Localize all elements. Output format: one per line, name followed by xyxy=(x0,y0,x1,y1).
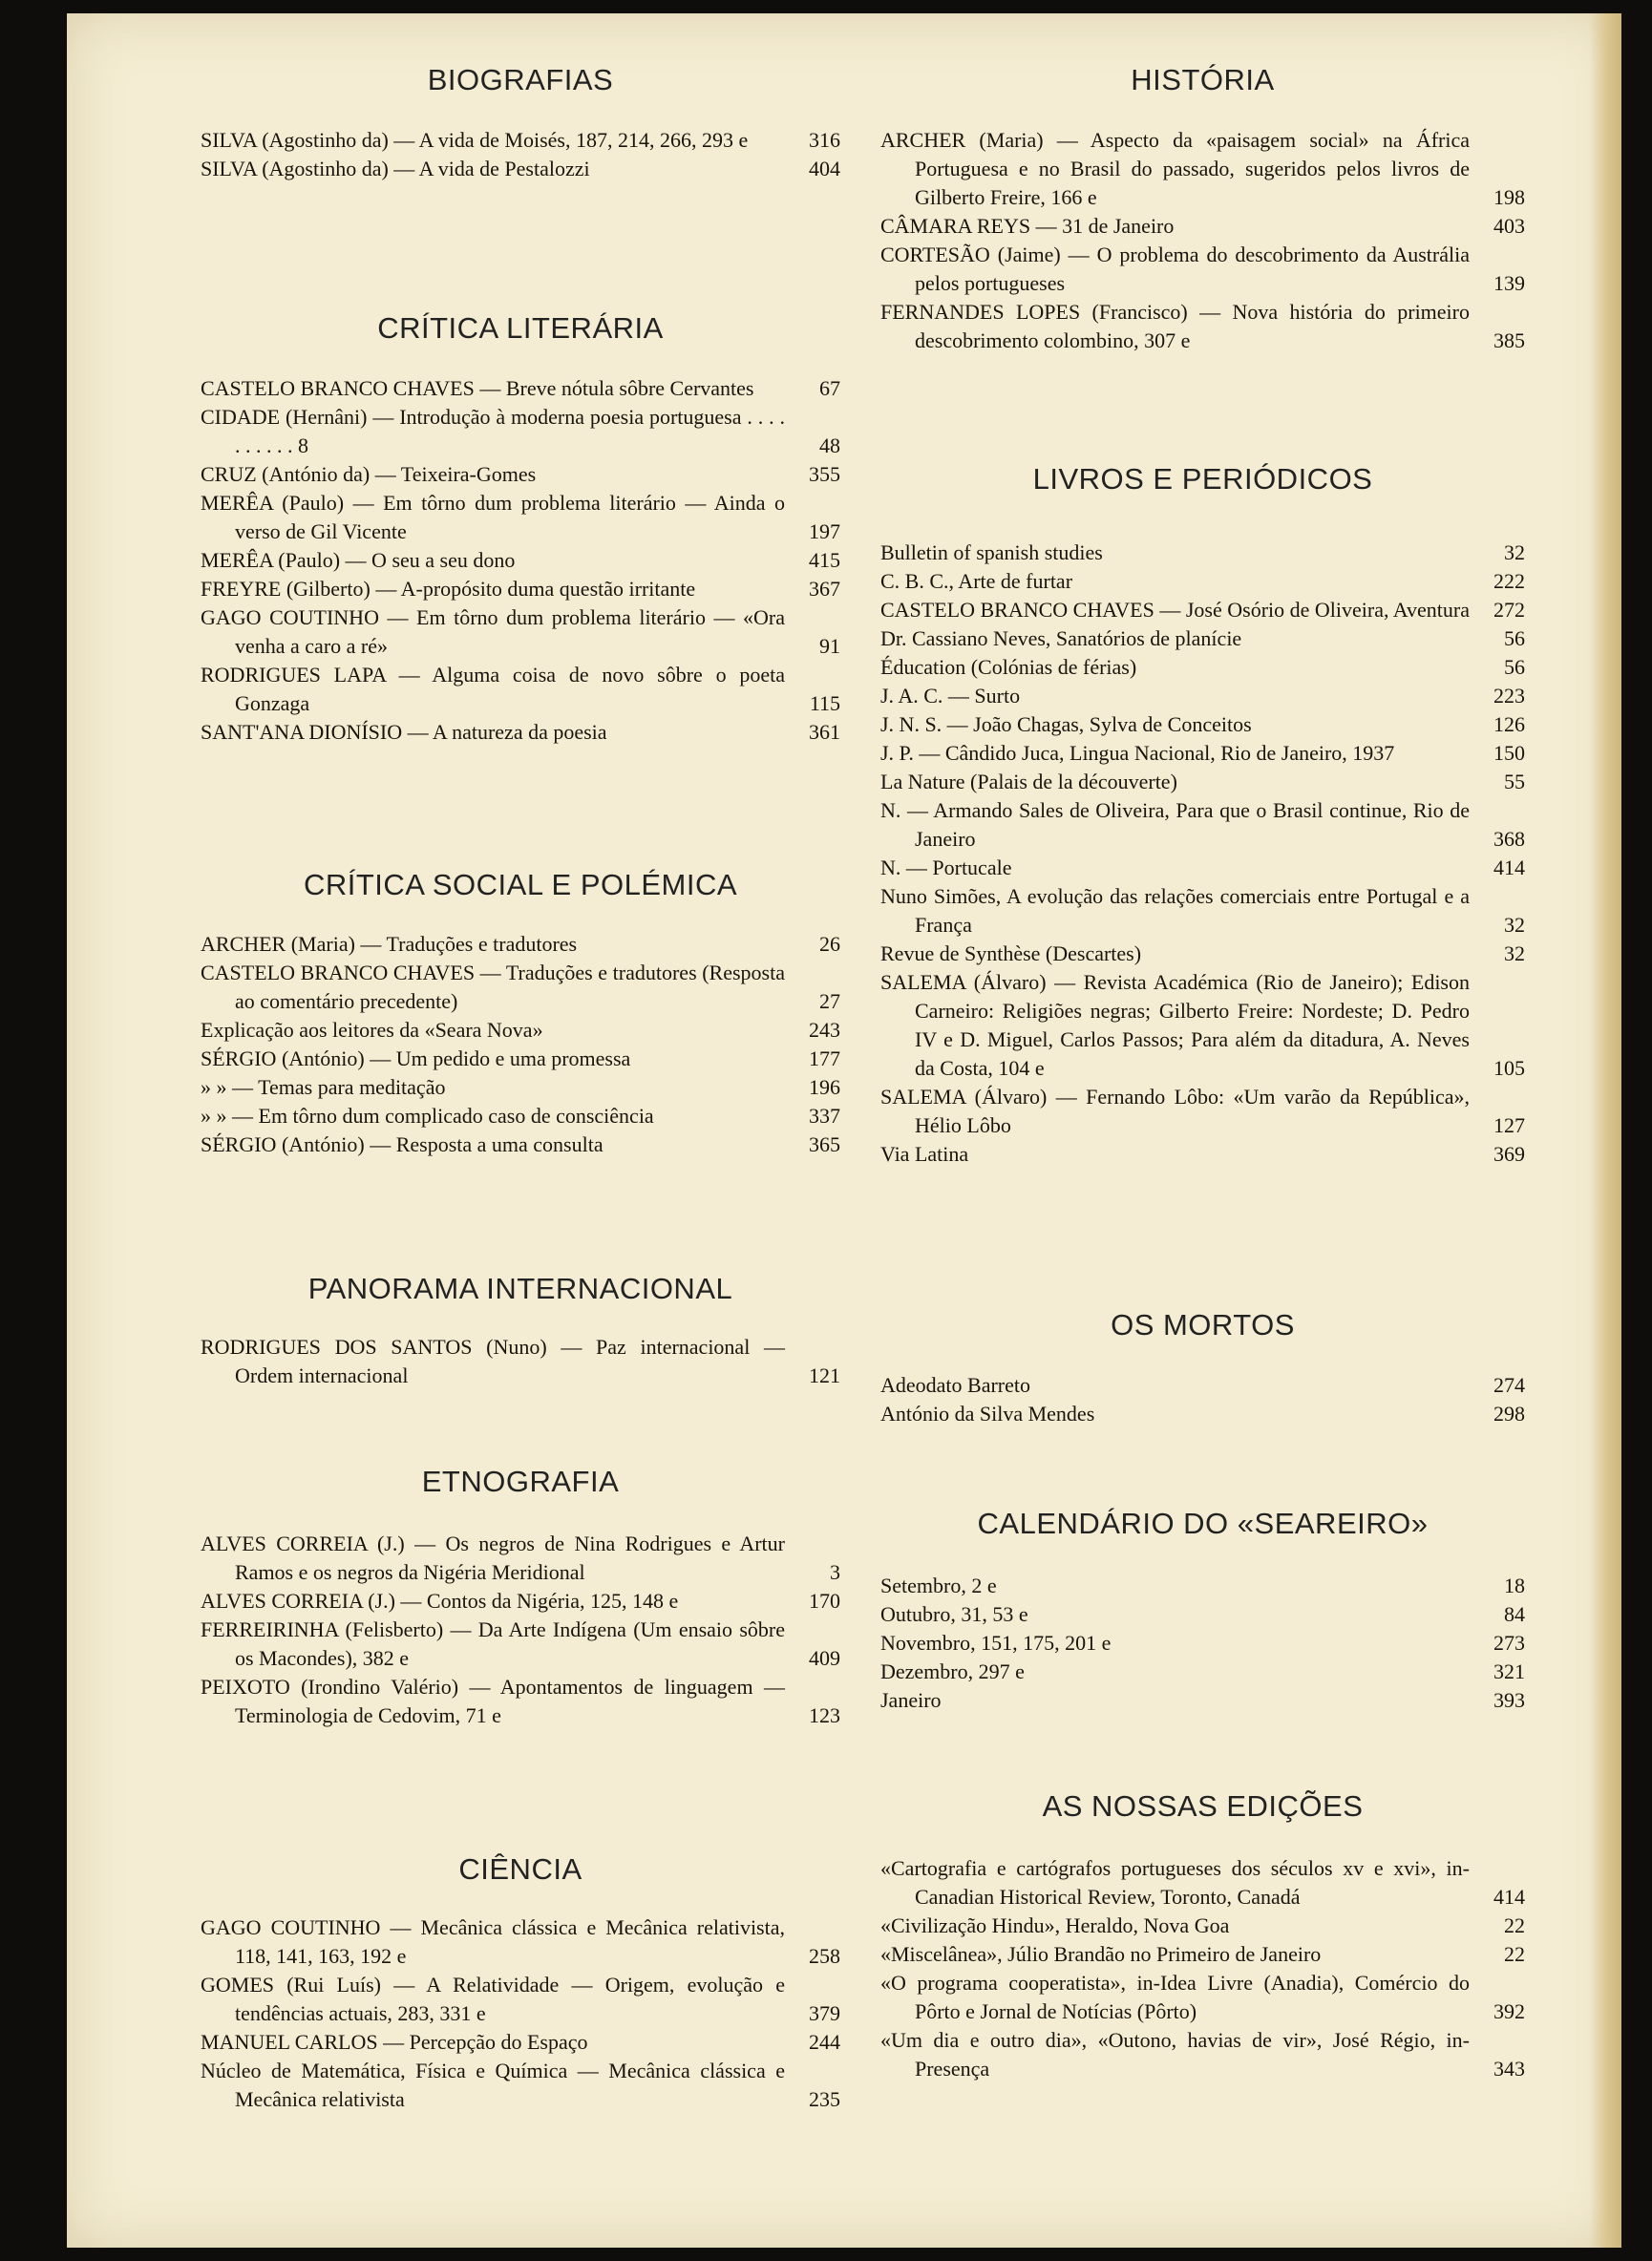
index-entry xyxy=(201,1045,840,1073)
index-entry xyxy=(201,2057,840,2114)
entry-text: FERREIRINHA (Felisberto) — Da Arte Indígena (Um ensaio sôbre os Macondes), 382 e xyxy=(201,1617,785,1670)
index-entry xyxy=(201,603,840,661)
entry-text: C. B. C., Arte de furtar xyxy=(880,569,1073,593)
entry-text: Via Latina xyxy=(880,1142,969,1166)
section-entries xyxy=(201,930,840,1159)
index-entry xyxy=(201,1530,840,1587)
section-title: AS NOSSAS EDIÇÕES xyxy=(1042,1789,1364,1823)
entry-page-number: 298 xyxy=(1493,1402,1525,1426)
entry-text: António da Silva Mendes xyxy=(880,1402,1095,1426)
entry-text: RODRIGUES DOS SANTOS (Nuno) — Paz internacional — Ordem internacional xyxy=(201,1335,785,1387)
entry-text: J. A. C. — Surto xyxy=(880,684,1021,708)
entry-text: Adeodato Barreto xyxy=(880,1373,1030,1397)
section-entries xyxy=(201,1530,840,1730)
entry-text: » » — Em tôrno dum complicado caso de consciência xyxy=(201,1104,654,1128)
index-entry xyxy=(880,1371,1525,1400)
entry-page-number: 22 xyxy=(1504,1942,1525,1966)
entry-page-number: 84 xyxy=(1504,1602,1525,1626)
section-entries xyxy=(880,539,1525,1169)
entry-page-number: 139 xyxy=(1493,271,1525,295)
entry-text: ARCHER (Maria) — Traduções e tradutores xyxy=(201,932,578,956)
entry-page-number: 368 xyxy=(1493,827,1525,851)
entry-page-number: 27 xyxy=(819,989,840,1013)
entry-page-number: 18 xyxy=(1504,1574,1525,1597)
entry-text: Éducation (Colónias de férias) xyxy=(880,655,1137,679)
entry-page-number: 121 xyxy=(809,1363,840,1387)
entry-page-number: 55 xyxy=(1504,770,1525,793)
entry-page-number: 273 xyxy=(1493,1631,1525,1655)
index-entry xyxy=(201,460,840,489)
section-entries xyxy=(880,1371,1525,1428)
index-entry xyxy=(880,796,1525,854)
entry-text: MERÊA (Paulo) — Em tôrno dum problema literário — Ainda o verso de Gil Vicente xyxy=(201,491,785,543)
section-title: OS MORTOS xyxy=(1111,1308,1295,1342)
entry-text: «Um dia e outro dia», «Outono, havias de vir», José Régio, in-Presença xyxy=(880,2028,1470,2081)
index-entry xyxy=(201,1333,840,1390)
index-entry xyxy=(880,1629,1525,1658)
entry-text: MANUEL CARLOS — Percepção do Espaço xyxy=(201,2030,588,2054)
index-entry xyxy=(201,930,840,959)
entry-page-number: 365 xyxy=(809,1132,840,1156)
entry-text: CORTESÃO (Jaime) — O problema do descobrimento da Austrália pelos portugueses xyxy=(880,243,1470,295)
entry-page-number: 343 xyxy=(1493,2057,1525,2081)
entry-page-number: 316 xyxy=(809,128,840,152)
entry-text: «Cartografia e cartógrafos portugueses dos séculos xv e xvi», in-Canadian Historical Review, Toronto, Canadá xyxy=(880,1856,1470,1909)
entry-text: Explicação aos leitores da «Seara Nova» xyxy=(201,1018,543,1042)
index-entry xyxy=(201,403,840,460)
entry-page-number: 32 xyxy=(1504,913,1525,937)
index-entry xyxy=(880,1969,1525,2026)
entry-page-number: 392 xyxy=(1493,1999,1525,2023)
index-entry xyxy=(201,575,840,603)
index-entry xyxy=(880,1686,1525,1715)
entry-text: Bulletin of spanish studies xyxy=(880,540,1103,564)
page-edge xyxy=(1589,13,1621,2248)
entry-text: GOMES (Rui Luís) — A Relatividade — Origem, evolução e tendências actuais, 283, 331 e xyxy=(201,1973,785,2025)
entry-text: ALVES CORREIA (J.) — Contos da Nigéria, 125, 148 e xyxy=(201,1589,679,1613)
section-entries xyxy=(880,1572,1525,1715)
index-entry xyxy=(880,882,1525,940)
index-entry xyxy=(201,374,840,403)
entry-text: Dr. Cassiano Neves, Sanatórios de planície xyxy=(880,626,1242,650)
index-entry xyxy=(201,1971,840,2028)
index-entry xyxy=(880,567,1525,596)
entry-text: Dezembro, 297 e xyxy=(880,1659,1025,1683)
entry-text: FREYRE (Gilberto) — A-propósito duma questão irritante xyxy=(201,577,696,601)
entry-text: SÉRGIO (António) — Resposta a uma consulta xyxy=(201,1132,604,1156)
entry-page-number: 379 xyxy=(809,2001,840,2025)
section-title: CRÍTICA SOCIAL E POLÉMICA xyxy=(303,868,738,901)
index-entry xyxy=(201,1616,840,1673)
entry-page-number: 258 xyxy=(809,1944,840,1968)
entry-page-number: 272 xyxy=(1493,598,1525,622)
entry-text: SÉRGIO (António) — Um pedido e uma promessa xyxy=(201,1046,631,1070)
index-entry xyxy=(880,1940,1525,1969)
index-entry xyxy=(201,1673,840,1730)
index-entry xyxy=(201,1016,840,1045)
entry-page-number: 48 xyxy=(819,433,840,457)
index-entry xyxy=(880,2026,1525,2083)
entry-page-number: 223 xyxy=(1493,684,1525,708)
entry-text: N. — Armando Sales de Oliveira, Para que o Brasil continue, Rio de Janeiro xyxy=(880,798,1470,851)
entry-page-number: 244 xyxy=(809,2030,840,2054)
section-title: CALENDÁRIO DO «SEAREIRO» xyxy=(977,1507,1429,1540)
entry-page-number: 337 xyxy=(809,1104,840,1128)
entry-text: CRUZ (António da) — Teixeira-Gomes xyxy=(201,462,537,486)
index-entry xyxy=(201,1587,840,1616)
index-entry xyxy=(201,718,840,747)
index-entry xyxy=(201,959,840,1016)
entry-page-number: 385 xyxy=(1493,328,1525,352)
entry-text: Núcleo de Matemática, Física e Química — Mecânica clássica e Mecânica relativista xyxy=(201,2059,785,2111)
section-title: PANORAMA INTERNACIONAL xyxy=(307,1272,733,1305)
index-entry xyxy=(880,241,1525,298)
entry-text: SILVA (Agostinho da) — A vida de Moisés, 187, 214, 266, 293 e xyxy=(201,128,749,152)
entry-page-number: 198 xyxy=(1493,185,1525,209)
section-title: HISTÓRIA xyxy=(1131,63,1275,96)
entry-page-number: 127 xyxy=(1493,1113,1525,1137)
entry-text: ALVES CORREIA (J.) — Os negros de Nina Rodrigues e Artur Ramos e os negros da Nigéria Meridional xyxy=(201,1532,785,1584)
entry-page-number: 414 xyxy=(1493,1885,1525,1909)
index-entry xyxy=(880,126,1525,212)
entry-text: J. P. — Cândido Juca, Lingua Nacional, Rio de Janeiro, 1937 xyxy=(880,741,1395,765)
entry-text: Outubro, 31, 53 e xyxy=(880,1602,1028,1626)
index-entry xyxy=(201,155,840,183)
entry-text: SALEMA (Álvaro) — Fernando Lôbo: «Um varão da República», Hélio Lôbo xyxy=(880,1085,1470,1137)
entry-page-number: 177 xyxy=(809,1046,840,1070)
index-entry xyxy=(880,710,1525,739)
entry-page-number: 56 xyxy=(1504,655,1525,679)
entry-text: ARCHER (Maria) — Aspecto da «paisagem social» na África Portuguesa e no Brasil do passado, sugeridos pelos livros de Gilberto Freire, 166 e xyxy=(880,128,1470,209)
entry-page-number: 367 xyxy=(809,577,840,601)
entry-text: CASTELO BRANCO CHAVES — Traduções e tradutores (Resposta ao comentário precedente) xyxy=(201,961,785,1013)
section-entries xyxy=(201,1913,840,2114)
section-title: BIOGRAFIAS xyxy=(427,63,614,96)
entry-text: » » — Temas para meditação xyxy=(201,1075,446,1099)
entry-text: SILVA (Agostinho da) — A vida de Pestalozzi xyxy=(201,157,590,180)
entry-text: J. N. S. — João Chagas, Sylva de Conceitos xyxy=(880,712,1252,736)
entry-text: «Civilização Hindu», Heraldo, Nova Goa xyxy=(880,1913,1230,1937)
index-entry xyxy=(201,1130,840,1159)
index-entry xyxy=(880,1140,1525,1169)
index-entry xyxy=(880,1572,1525,1600)
index-entry xyxy=(201,546,840,575)
entry-page-number: 105 xyxy=(1493,1056,1525,1080)
index-entry xyxy=(880,682,1525,710)
index-entry xyxy=(880,1400,1525,1428)
entry-page-number: 321 xyxy=(1493,1659,1525,1683)
entry-text: Nuno Simões, A evolução das relações comerciais entre Portugal e a França xyxy=(880,884,1470,937)
entry-page-number: 409 xyxy=(809,1646,840,1670)
index-entry xyxy=(880,298,1525,355)
index-entry xyxy=(880,739,1525,768)
index-entry xyxy=(880,1658,1525,1686)
entry-text: Novembro, 151, 175, 201 e xyxy=(880,1631,1112,1655)
index-entry xyxy=(201,1073,840,1102)
entry-text: MERÊA (Paulo) — O seu a seu dono xyxy=(201,548,516,572)
entry-text: SALEMA (Álvaro) — Revista Académica (Rio de Janeiro); Edison Carneiro: Religiões negras; Gilberto Freire: Nordeste; D. Pedro IV e D. Miguel, Carlos Passos; Para além da ditadura, A. Neves da Costa, 104 e xyxy=(880,970,1470,1080)
index-entry xyxy=(201,489,840,546)
index-entry xyxy=(201,2028,840,2057)
index-entry xyxy=(880,539,1525,567)
index-entry xyxy=(880,653,1525,682)
entry-text: CASTELO BRANCO CHAVES — José Osório de Oliveira, Aventura xyxy=(880,598,1470,622)
entry-page-number: 150 xyxy=(1493,741,1525,765)
entry-text: CASTELO BRANCO CHAVES — Breve nótula sôbre Cervantes xyxy=(201,376,754,400)
entry-text: CÂMARA REYS — 31 de Janeiro xyxy=(880,214,1175,238)
entry-text: «Miscelânea», Júlio Brandão no Primeiro de Janeiro xyxy=(880,1942,1322,1966)
entry-text: CIDADE (Hernâni) — Introdução à moderna poesia portuguesa . . . . . . . . . . 8 xyxy=(201,405,785,457)
section-entries xyxy=(201,126,840,183)
entry-text: Janeiro xyxy=(880,1688,942,1712)
index-entry xyxy=(880,1854,1525,1912)
entry-page-number: 26 xyxy=(819,932,840,956)
section-entries xyxy=(880,1854,1525,2083)
entry-page-number: 126 xyxy=(1493,712,1525,736)
entry-page-number: 22 xyxy=(1504,1913,1525,1937)
index-entry xyxy=(880,768,1525,796)
entry-page-number: 415 xyxy=(809,548,840,572)
entry-page-number: 393 xyxy=(1493,1688,1525,1712)
section-entries xyxy=(201,374,840,747)
index-entry xyxy=(201,661,840,718)
entry-text: Revue de Synthèse (Descartes) xyxy=(880,941,1142,965)
index-entry xyxy=(880,854,1525,882)
entry-text: FERNANDES LOPES (Francisco) — Nova história do primeiro descobrimento colombino, 307 e xyxy=(880,300,1470,352)
entry-page-number: 235 xyxy=(809,2087,840,2111)
entry-text: PEIXOTO (Irondino Valério) — Apontamentos de linguagem — Terminologia de Cedovim, 71 e xyxy=(201,1675,785,1727)
entry-page-number: 355 xyxy=(809,462,840,486)
entry-page-number: 115 xyxy=(809,691,840,715)
section-entries xyxy=(201,1333,840,1390)
entry-page-number: 3 xyxy=(830,1560,840,1584)
index-entry xyxy=(201,126,840,155)
entry-page-number: 222 xyxy=(1493,569,1525,593)
entry-page-number: 197 xyxy=(809,519,840,543)
index-entry xyxy=(201,1913,840,1971)
entry-page-number: 361 xyxy=(809,720,840,744)
index-entry xyxy=(880,1600,1525,1629)
index-entry xyxy=(880,968,1525,1083)
entry-text: N. — Portucale xyxy=(880,856,1012,879)
section-title: CRÍTICA LITERÁRIA xyxy=(377,311,664,345)
entry-text: GAGO COUTINHO — Mecânica clássica e Mecânica relativista, 118, 141, 163, 192 e xyxy=(201,1915,785,1968)
entry-text: Setembro, 2 e xyxy=(880,1574,997,1597)
section-title: CIÊNCIA xyxy=(458,1852,582,1886)
entry-text: «O programa cooperatista», in-Idea Livre (Anadia), Comércio do Pôrto e Jornal de Notícias (Pôrto) xyxy=(880,1971,1470,2023)
entry-page-number: 414 xyxy=(1493,856,1525,879)
entry-page-number: 196 xyxy=(809,1075,840,1099)
entry-page-number: 56 xyxy=(1504,626,1525,650)
index-entry xyxy=(201,1102,840,1130)
index-entry xyxy=(880,1083,1525,1140)
index-entry xyxy=(880,624,1525,653)
entry-page-number: 170 xyxy=(809,1589,840,1613)
section-title: ETNOGRAFIA xyxy=(421,1465,620,1498)
section-entries xyxy=(880,126,1525,355)
index-entry xyxy=(880,596,1525,624)
entry-page-number: 243 xyxy=(809,1018,840,1042)
entry-page-number: 274 xyxy=(1493,1373,1525,1397)
index-entry xyxy=(880,212,1525,241)
entry-page-number: 32 xyxy=(1504,941,1525,965)
entry-page-number: 67 xyxy=(819,376,840,400)
index-entry xyxy=(880,940,1525,968)
book-page xyxy=(67,13,1621,2248)
index-entry xyxy=(880,1912,1525,1940)
entry-text: SANT'ANA DIONÍSIO — A natureza da poesia xyxy=(201,720,607,744)
entry-page-number: 403 xyxy=(1493,214,1525,238)
entry-page-number: 32 xyxy=(1504,540,1525,564)
entry-text: GAGO COUTINHO — Em tôrno dum problema literário — «Ora venha a caro a ré» xyxy=(201,605,785,658)
entry-page-number: 404 xyxy=(809,157,840,180)
entry-page-number: 91 xyxy=(819,634,840,658)
entry-text: La Nature (Palais de la découverte) xyxy=(880,770,1177,793)
entry-text: RODRIGUES LAPA — Alguma coisa de novo sôbre o poeta Gonzaga xyxy=(201,663,785,715)
entry-page-number: 123 xyxy=(809,1703,840,1727)
entry-page-number: 369 xyxy=(1493,1142,1525,1166)
section-title: LIVROS E PERIÓDICOS xyxy=(1032,462,1373,496)
